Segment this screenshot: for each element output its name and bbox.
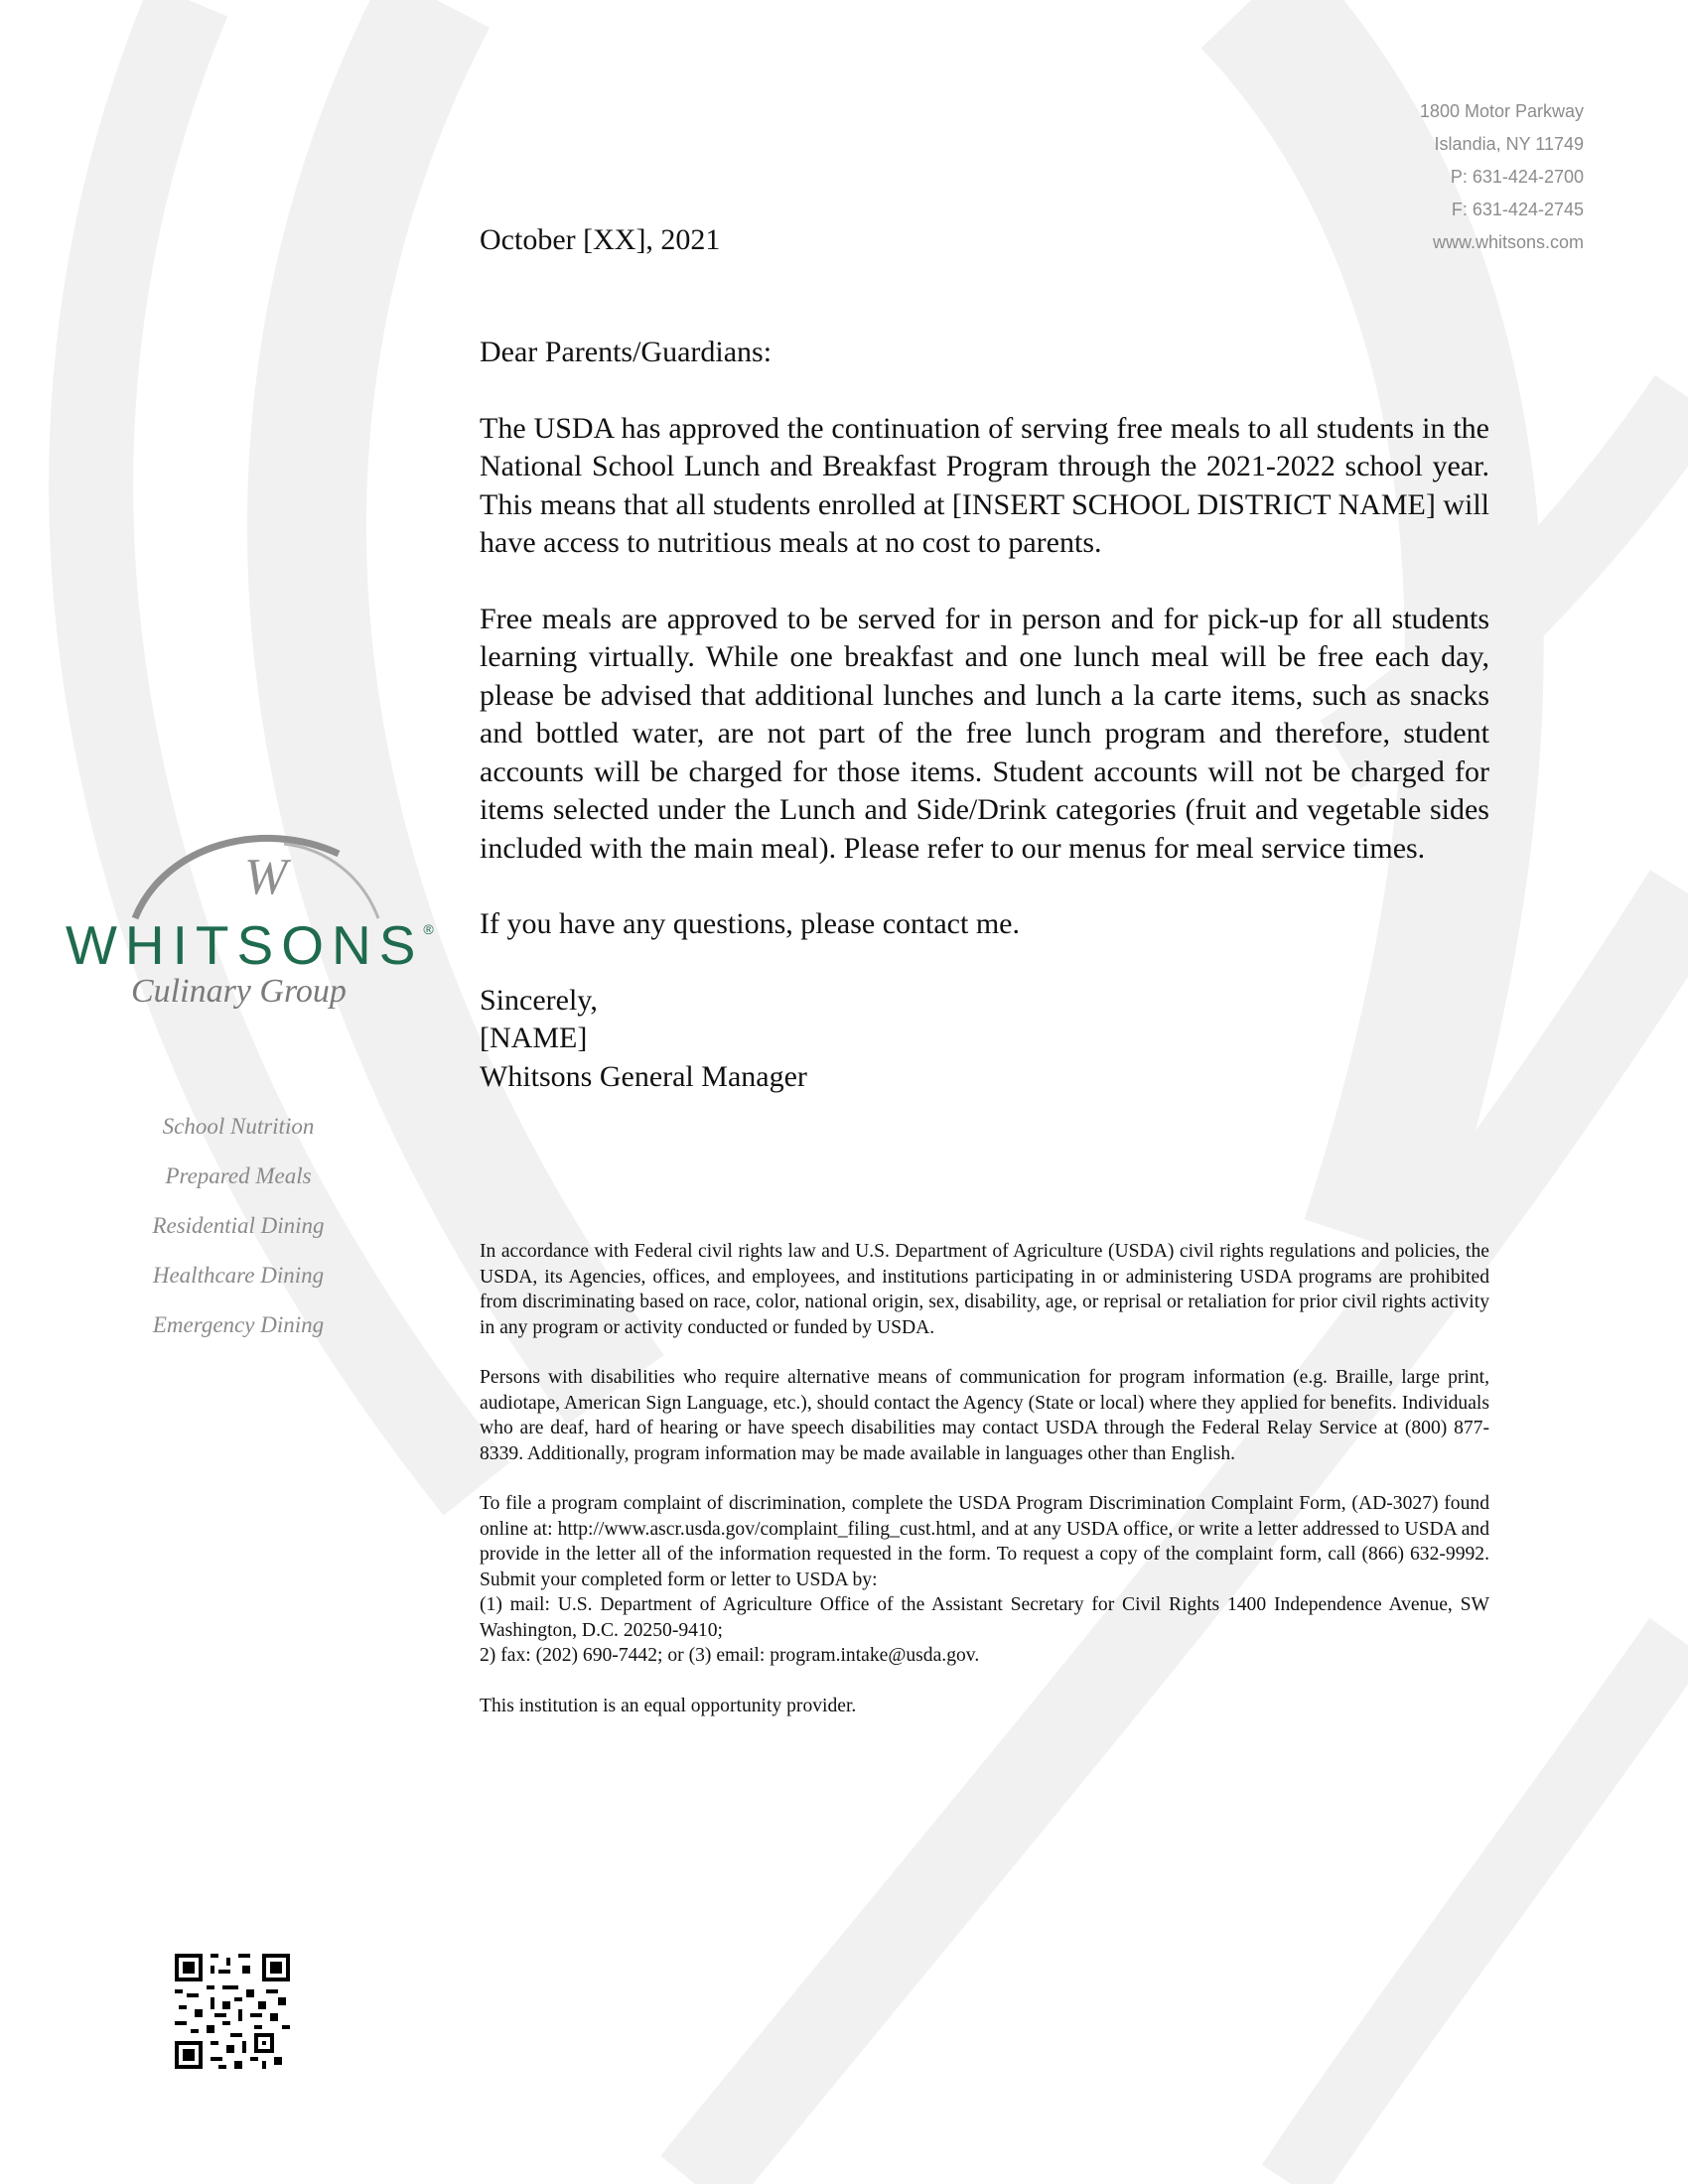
complaint-instructions (480, 1491, 1489, 1669)
service-item: Residential Dining (152, 1213, 325, 1238)
logo-swoosh-icon (125, 824, 403, 923)
logo-subtitle: Culinary Group (131, 973, 347, 1010)
legal-paragraph: Persons with disabilities who require alternative means of communication for program information (e.g. Braille, large print, audiotape, American Sign Language, etc.), should contact the Agency (State or local) where they applied for benefits. Individuals who are deaf, hard of hearing or have speech disabilities may contact USDA through the Federal Relay Service at (800) 877-8339. Additionally, program information may be made available in languages other than English. (480, 1367, 1489, 1464)
body-paragraph: The USDA has approved the continuation of serving free meals to all students in the National School Lunch and Breakfast Program through the 2021-2022 school year. This means that all students enrolled at [INSERT SCHOOL DISTRICT NAME] will have access to nutritious meals at no cost to parents. (480, 411, 1489, 559)
logo-monogram: W (244, 849, 288, 905)
service-item: School Nutrition (162, 1114, 315, 1139)
complaint-intro: To file a program complaint of discrimination, complete the USDA Program Discrimination Complaint Form, (AD-3027) found online at: http://www.ascr.usda.gov/complaint_filing_cust.html, and at any USDA office, or write a letter addressed to USDA and provide in the letter all of the information requested in the form. To request a copy of the complaint form, call (866) 632-9992. Submit your completed form or letter to USDA by: (480, 1493, 1489, 1590)
qr-code-icon (175, 1954, 290, 2069)
body-paragraph: Free meals are approved to be served for in person and for pick-up for all students learning virtually. While one breakfast and one lunch meal will be free each day, please be advised that additional lunches and lunch a la carte items, such as snacks and bottled water, are not part of the free lunch program and therefore, student accounts will be charged for those items. Student accounts will not be charged for items selected under the Lunch and Side/Drink categories (fruit and vegetable sides included with the main meal). Please refer to our menus for meal service times. (480, 602, 1489, 865)
address-fax: F: 631-424-2745 (1451, 200, 1584, 219)
complaint-fax-email: 2) fax: (202) 690-7442; or (3) email: program.intake@usda.gov. (480, 1645, 980, 1666)
service-item: Emergency Dining (152, 1312, 325, 1337)
address-city: Islandia, NY 11749 (1434, 134, 1584, 154)
closing: Sincerely, (480, 983, 598, 1017)
address-website: www.whitsons.com (1432, 232, 1584, 252)
address-phone: P: 631-424-2700 (1450, 167, 1584, 187)
letter-body (480, 334, 1489, 1096)
equal-opportunity-statement: This institution is an equal opportunity provider. (480, 1695, 857, 1716)
letter-date: October [XX], 2021 (480, 223, 721, 256)
service-item: Healthcare Dining (152, 1263, 325, 1288)
signer-name: [NAME] (480, 1022, 588, 1054)
letterhead-address (1291, 95, 1584, 259)
service-item: Prepared Meals (165, 1163, 312, 1188)
nondiscrimination-statement (480, 1239, 1489, 1743)
signature-block (480, 982, 1489, 1097)
signer-title: Whitsons General Manager (480, 1059, 807, 1093)
complaint-mail: (1) mail: U.S. Department of Agriculture Office of the Assistant Secretary for Civil Rights 1400 Independence Avenue, SW Washington, D.C. 20250-9410; (480, 1594, 1489, 1641)
registered-mark: ® (423, 921, 434, 937)
logo-brand (66, 913, 434, 977)
body-paragraph: If you have any questions, please contact me. (480, 907, 1020, 940)
salutation: Dear Parents/Guardians: (480, 336, 773, 368)
services-list (119, 1102, 357, 1350)
whitsons-logo (66, 824, 434, 1018)
address-street: 1800 Motor Parkway (1419, 101, 1584, 121)
legal-paragraph: In accordance with Federal civil rights law and U.S. Department of Agriculture (USDA) civil rights regulations and policies, the USDA, its Agencies, offices, and employees, and institutions participating in or administering USDA programs are prohibited from discriminating based on race, color, national origin, sex, disability, age, or reprisal or retaliation for prior civil rights activity in any program or activity conducted or funded by USDA. (480, 1241, 1489, 1338)
logo-brand-text: WHITSONS (66, 914, 424, 976)
